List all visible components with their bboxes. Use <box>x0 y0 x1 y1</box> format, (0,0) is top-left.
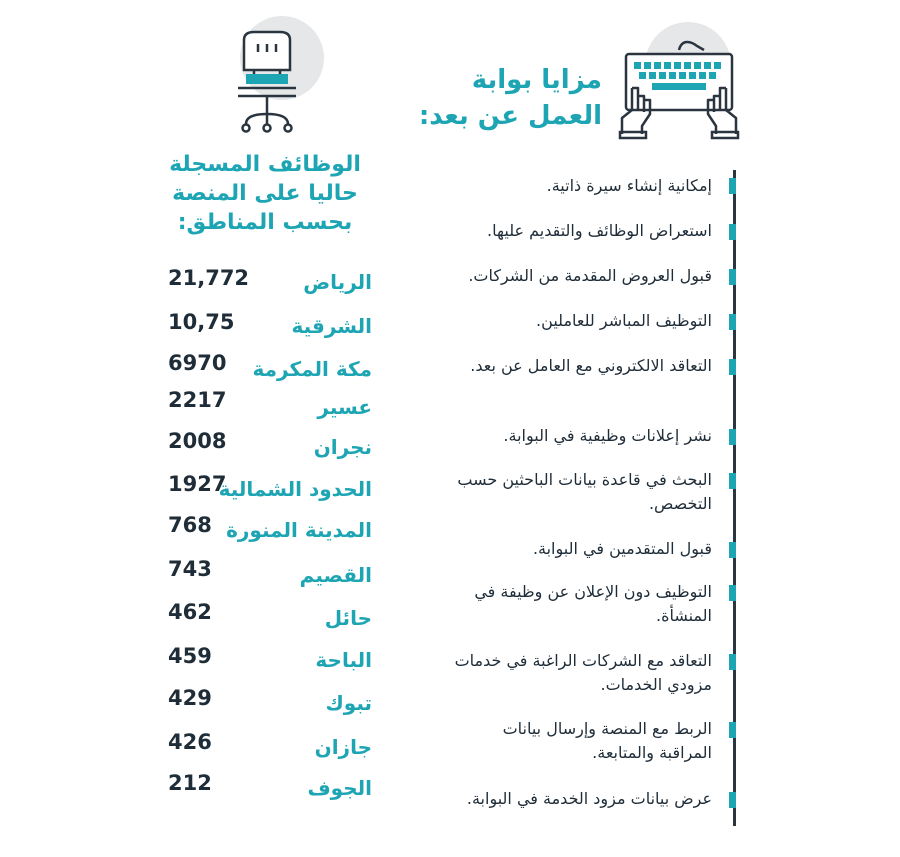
region-count: 6970 <box>168 351 227 375</box>
advantage-item: إمكانية إنشاء سيرة ذاتية. <box>546 176 712 195</box>
advantage-item: التعاقد الالكتروني مع العامل عن بعد. <box>470 356 712 375</box>
region-count: 2008 <box>168 429 227 453</box>
region-name: مكة المكرمة <box>252 357 372 381</box>
advantage-item: قبول العروض المقدمة من الشركات. <box>468 266 712 285</box>
advantage-item: الربط مع المنصة وإرسال بيانات المراقبة والمتابعة. <box>502 719 712 762</box>
advantage-item: التعاقد مع الشركات الراغبة في خدمات مزودي الخدمات. <box>454 651 712 694</box>
office-chair-icon <box>232 30 302 136</box>
region-count: 429 <box>168 686 212 710</box>
region-name: الجوف <box>307 776 372 800</box>
advantages-title: مزايا بوابة العمل عن بعد: <box>418 65 602 131</box>
keyboard-hands-icon <box>612 36 746 140</box>
timeline-bullet <box>729 722 736 738</box>
jobs-by-region-title: الوظائف المسجلة حاليا على المنصة بحسب المناطق: <box>169 152 361 235</box>
region-count: 426 <box>168 730 212 754</box>
advantage-item: قبول المتقدمين في البوابة. <box>532 539 712 558</box>
advantage-item: البحث في قاعدة بيانات الباحثين حسب التخصص. <box>457 470 712 513</box>
timeline-bullet <box>729 585 736 601</box>
advantage-item: عرض بيانات مزود الخدمة في البوابة. <box>466 789 712 808</box>
timeline-bullet <box>729 178 736 194</box>
region-count: 212 <box>168 771 212 795</box>
region-count: 10,75 <box>168 310 235 334</box>
region-count: 21,772 <box>168 266 250 290</box>
advantage-item: التوظيف المباشر للعاملين. <box>536 311 712 330</box>
timeline-bullet <box>729 359 736 375</box>
region-count: 459 <box>168 644 212 668</box>
region-name: الشرقية <box>291 314 372 338</box>
region-name: القصيم <box>299 563 372 587</box>
region-name: حائل <box>324 606 372 630</box>
region-count: 743 <box>168 557 212 581</box>
region-name: جازان <box>314 735 372 759</box>
region-name: الرياض <box>303 270 372 294</box>
advantage-item: التوظيف دون الإعلان عن وظيفة في المنشأة. <box>474 582 712 625</box>
region-name: الباحة <box>315 648 372 672</box>
region-name: عسير <box>317 395 372 419</box>
timeline-bullet <box>729 314 736 330</box>
timeline-bullet <box>729 654 736 670</box>
timeline-bullet <box>729 224 736 240</box>
timeline-bullet <box>729 473 736 489</box>
region-name: تبوك <box>325 691 372 715</box>
timeline-bullet <box>729 429 736 445</box>
timeline-bullet <box>729 269 736 285</box>
advantage-item: استعراض الوظائف والتقديم عليها. <box>487 221 712 240</box>
region-count: 768 <box>168 513 212 537</box>
region-count: 462 <box>168 600 212 624</box>
region-count: 2217 <box>168 388 227 412</box>
region-count: 1927 <box>168 472 227 496</box>
region-name: المدينة المنورة <box>226 518 372 542</box>
region-name: نجران <box>313 435 372 459</box>
region-name: الحدود الشمالية <box>218 477 372 501</box>
advantage-item: نشر إعلانات وظيفية في البوابة. <box>503 426 712 445</box>
timeline-bullet <box>729 542 736 558</box>
timeline-bullet <box>729 792 736 808</box>
